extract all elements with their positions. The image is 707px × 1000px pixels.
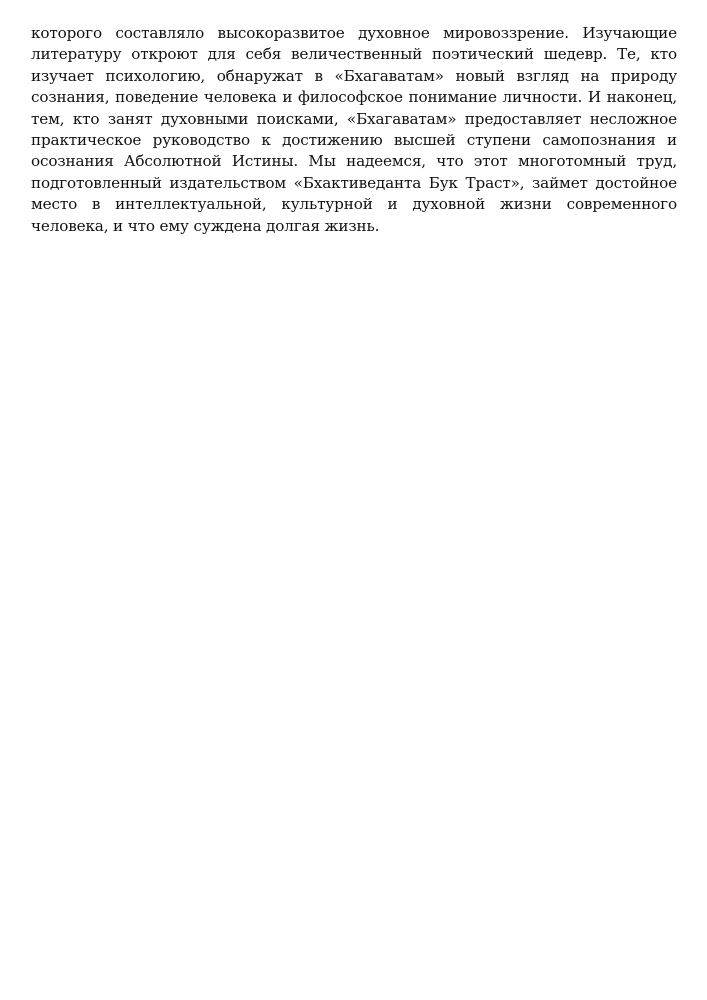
text-block	[31, 23, 677, 237]
body-paragraph: которого составляло высокоразвитое духовное мировоззрение. Изучающие литературу откроют для себя величественный поэтический шедевр. Те, кто изучает психологию, обнаружат в «Бхагаватам» новый взгляд на природу сознания, поведение человека и философское понимание личности. И наконец, тем, кто занят духовными поисками, «Бхагаватам» предоставляет несложное практическое руководство к достижению высшей ступени самопознания и осознания Абсолютной Истины. Мы надеемся, что этот многотомный труд, подготовленный издательством «Бхактиведанта Бук Траст», займет достойное место в интеллектуальной, культурной и духовной жизни современного человека, и что ему суждена долгая жизнь.	[31, 24, 677, 235]
